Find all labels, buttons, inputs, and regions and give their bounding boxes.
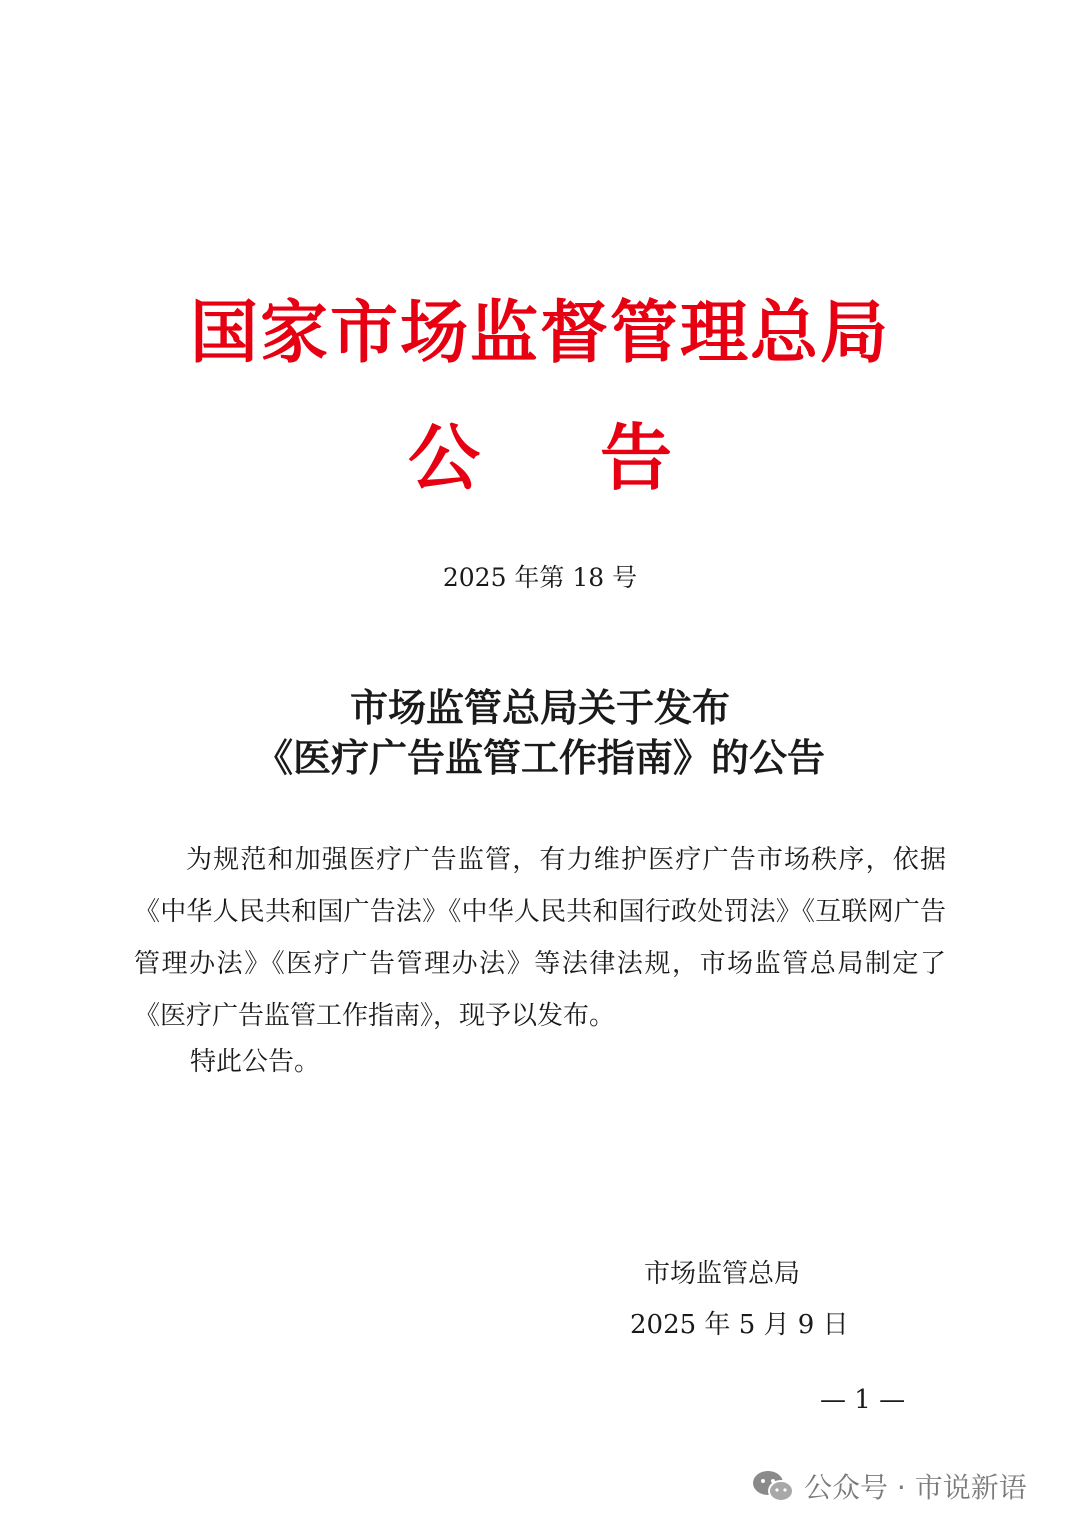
title-line-2: 《医疗广告监管工作指南》的公告 [254, 735, 825, 780]
doc-type-left: 公 [407, 415, 480, 500]
body-paragraph: 为规范和加强医疗广告监管，有力维护医疗广告市场秩序，依据《中华人民共和国广告法》《中华人民共和国行政处罚法》《互联网广告管理办法》《医疗广告管理办法》等法律法规，市场监管总局制定了《医疗广告监管工作指南》，现予以发布。 [134, 845, 946, 1031]
issuer-header: 国家市场监督管理总局 [189, 293, 890, 373]
watermark-text: 公众号 · 市说新语 [804, 1471, 1027, 1504]
title-line-1: 市场监管总局关于发布 [349, 685, 730, 730]
signature-org: 市场监管总局 [644, 1259, 801, 1289]
document-title [0, 683, 1080, 783]
watermark [752, 1462, 1027, 1510]
document-type [0, 410, 1080, 506]
page-number: — 1 — [820, 1385, 906, 1415]
closing-statement: 特此公告。 [190, 1047, 321, 1077]
signature-date: 2025 年 5 月 9 日 [630, 1310, 849, 1340]
document-number: 2025 年第 18 号 [442, 563, 638, 592]
wechat-icon [752, 1469, 794, 1503]
doc-type-right: 告 [600, 415, 673, 500]
